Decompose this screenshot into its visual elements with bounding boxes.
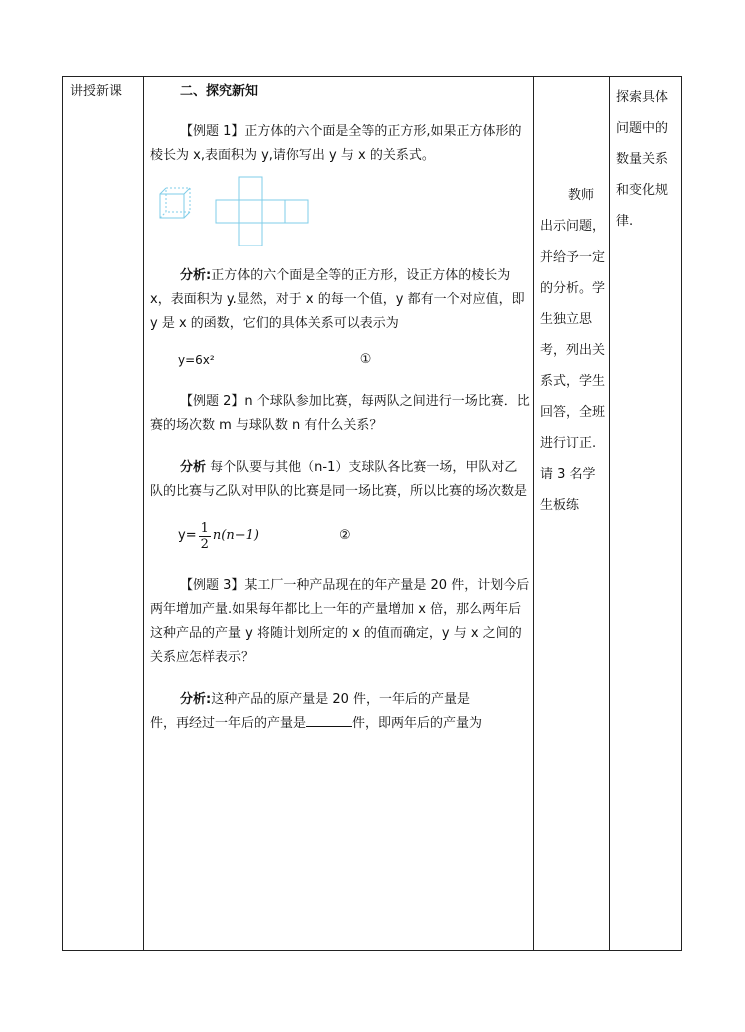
- analysis-3: [150, 688, 530, 736]
- analysis-2-label: 分析: [180, 460, 207, 475]
- formula-2-fraction: [199, 521, 211, 552]
- formula-2: [178, 516, 530, 556]
- design-intent: 探索具体问题中的数量关系和变化规律.: [616, 90, 669, 229]
- formula-2-numerator: 1: [200, 520, 209, 536]
- table-right-border: [681, 76, 682, 951]
- analysis-1: [150, 264, 530, 336]
- cube-net-shape: [216, 177, 308, 246]
- formula-1: [178, 348, 530, 372]
- analysis-1-label: 分析:: [180, 268, 212, 283]
- table-divider-3: [609, 76, 610, 951]
- section-title: 二、探究新知: [180, 84, 259, 99]
- formula-2-prefix: y=: [178, 528, 197, 543]
- table-divider-1: [143, 76, 144, 951]
- example-3-label: 【例题 3】: [180, 578, 245, 593]
- analysis-3-text-b: 件，再经过一年后的产量是: [150, 716, 307, 731]
- formula-2-expression: n(n−1): [212, 528, 259, 543]
- cube-and-net-figure: [158, 174, 328, 246]
- analysis-3-text-a: 这种产品的原产量是 20 件，一年后的产量是: [211, 692, 471, 707]
- example-3-text: 某工厂一种产品现在的年产量是 20 件，计划今后两年增加产量.如果每年都比上一年的产量增加 x 倍，那么两年后这种产品的产量 y 将随计划所定的 x 的值而确定，y 与 x 之间的关系应怎样表示？: [150, 578, 530, 665]
- analysis-2-text: 每个队要与其他（n-1）支球队各比赛一场，甲队对乙队的比赛与乙队对甲队的比赛是同一场比赛，所以比赛的场次数是: [150, 460, 528, 499]
- table-left-border: [62, 76, 63, 951]
- example-1-text: 正方体的六个面是全等的正方形,如果正方体形的棱长为 x,表面积为 y,请你写出 y 与 x 的关系式。: [150, 124, 522, 163]
- cube-figures: [158, 174, 530, 246]
- table-divider-2: [533, 76, 534, 951]
- example-2-text: n 个球队参加比赛，每两队之间进行一场比赛．比赛的场次数 m 与球队数 n 有什么关系？: [150, 394, 530, 433]
- example-2: [150, 390, 530, 438]
- example-1: [150, 120, 530, 168]
- formula-2-denominator: 2: [200, 536, 209, 552]
- analysis-3-label: 分析:: [180, 692, 212, 707]
- teacher-activity: 教师出示问题，并给予一定的分析。学生独立思考，列出关系式，学生回答，全班进行订正. 请 3 名学生板练: [540, 188, 606, 513]
- example-3: [150, 574, 530, 670]
- lesson-content: [150, 82, 530, 736]
- analysis-2: [150, 456, 530, 504]
- table-top-border: [62, 76, 682, 77]
- table-bottom-border: [62, 950, 682, 951]
- formula-2-marker: ②: [338, 528, 351, 543]
- cube-shape: [160, 188, 190, 218]
- analysis-1-text: 正方体的六个面是全等的正方形，设正方体的棱长为 x，表面积为 y.显然，对于 x 的每一个值，y 都有一个对应值，即 y 是 x 的函数，它们的具体关系可以表示为: [150, 268, 525, 331]
- analysis-3-text-c: 件，即两年后的产量为: [352, 716, 483, 731]
- row-label: 讲授新课: [70, 84, 123, 99]
- example-1-label: 【例题 1】: [180, 124, 245, 139]
- answer-blank[interactable]: [306, 712, 352, 727]
- example-2-label: 【例题 2】: [180, 394, 245, 409]
- formula-1-marker: ①: [359, 352, 372, 367]
- formula-1-expression: y=6x²: [178, 353, 215, 367]
